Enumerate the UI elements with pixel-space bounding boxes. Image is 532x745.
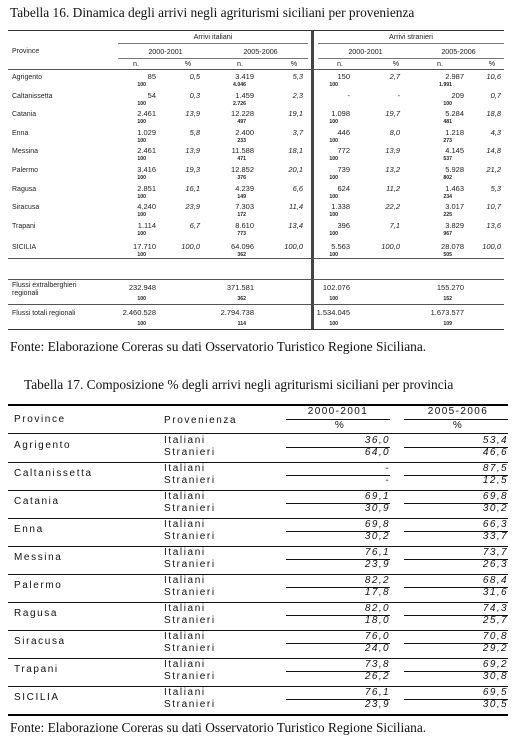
- table16-cell: 4.145: [445, 146, 464, 156]
- table16-cell: 1.459: [235, 90, 254, 100]
- table16-cell: -: [347, 90, 350, 100]
- table16-cell-index: 100: [137, 230, 146, 237]
- table17-cell-divider: [404, 699, 508, 700]
- table16-cell-index: 1.991: [439, 82, 452, 88]
- table16-group-stranieri-underline: [318, 43, 504, 44]
- table17-label-stranieri: Stranieri: [164, 559, 216, 570]
- table16-cell-index: 376: [237, 175, 246, 181]
- table16-cell-index: 100: [329, 252, 338, 259]
- table16-cell: 232.948: [128, 283, 156, 292]
- table16-cell: 6,7: [189, 220, 200, 230]
- table16-cell-index: 362: [237, 252, 246, 259]
- table17-cell-divider: [286, 643, 390, 644]
- table16-cell: 100,0: [181, 242, 200, 252]
- table16-cell: 17.710: [133, 242, 156, 252]
- table16-cell: 64.096: [231, 242, 254, 252]
- table17-province-header: Province: [14, 414, 66, 425]
- table16-cell: 2.794.738: [220, 308, 254, 317]
- table16-cell: 13,9: [185, 109, 200, 119]
- table17-cell: 82,0: [364, 603, 390, 614]
- table16-cell: 396: [337, 220, 350, 230]
- table16-cell: 3,7: [292, 127, 303, 137]
- table16-period-underline-str: [318, 58, 504, 59]
- table16-cell: 446: [337, 127, 350, 137]
- table16-cell-index: 100: [329, 193, 338, 200]
- table17-label-italiani: Italiani: [164, 659, 206, 670]
- table17-label-stranieri: Stranieri: [164, 447, 216, 458]
- table17-cell: 24,0: [364, 643, 390, 654]
- table16-cell: 102.076: [322, 283, 350, 292]
- table16-cell-index: 225: [443, 212, 452, 219]
- table16-cell: 7,1: [389, 220, 400, 230]
- table17-label-stranieri: Stranieri: [164, 503, 216, 514]
- table16-title: Tabella 16. Dinamica degli arrivi negli agriturismi siciliani per provenienza: [10, 5, 415, 20]
- table16-cell: 4,3: [490, 127, 501, 137]
- table16-cell-index: 100: [329, 321, 338, 327]
- table16-cell: 13,9: [185, 146, 200, 156]
- table16-cell: 10,7: [486, 202, 501, 212]
- table17-cell: 36,0: [364, 435, 390, 446]
- table16-cell-index: 100: [137, 252, 146, 259]
- table17-cell: 18,0: [364, 615, 390, 626]
- table16-cell: 5.284: [445, 109, 464, 119]
- table17-cell: 31,6: [482, 587, 508, 598]
- table16-cell-index: 149: [237, 193, 246, 200]
- table17-cell-divider: [286, 615, 390, 616]
- table16-cell: 6,6: [292, 183, 303, 193]
- table17-cell-divider: [286, 671, 390, 672]
- table17-label-stranieri: Stranieri: [164, 531, 216, 542]
- table16-province-name: Agrigento: [12, 74, 42, 81]
- table17-cell: 26,3: [482, 559, 508, 570]
- table16-cell-index: 100: [137, 100, 146, 107]
- table17-cell: 33,7: [482, 531, 508, 542]
- table16-cell-index: 497: [237, 119, 246, 126]
- table16-cell: 19,7: [385, 109, 400, 119]
- table16-cell-index: 100: [137, 137, 146, 144]
- table16-group-stranieri: Arrivi stranieri: [389, 32, 433, 41]
- table17-cell: -: [385, 463, 390, 474]
- table16-bottom-rule: [8, 329, 504, 330]
- table16-cell-index: 273: [443, 137, 452, 144]
- table16-cell: 2,3: [292, 90, 303, 100]
- table17-label-stranieri: Stranieri: [164, 475, 216, 486]
- table16-cell: 1.029: [137, 127, 156, 137]
- table17-label-italiani: Italiani: [164, 631, 206, 642]
- table16-cell-index: 4.046: [233, 82, 246, 88]
- table16-cell: 13,2: [385, 165, 400, 174]
- table16-cell: 18,1: [288, 146, 303, 156]
- table17-cell: 17,8: [364, 587, 390, 598]
- table17-cell-divider: [404, 643, 508, 644]
- table16-cell-index: 100: [137, 119, 146, 126]
- table16-cell: 371.581: [226, 283, 254, 292]
- table16-province-name: Catania: [12, 111, 37, 119]
- table16-cell: 100,0: [284, 242, 303, 252]
- table16-period-str-0001: 2000-2001: [348, 47, 383, 56]
- table16-source: Fonte: Elaborazione Coreras su dati Osservatorio Turistico Regione Siciliana.: [10, 339, 427, 354]
- table16-cell-index: 505: [443, 252, 452, 259]
- table16-cell: 5.928: [445, 165, 464, 174]
- table16-cell-index: 109: [443, 321, 452, 327]
- table17-cell: 66,3: [482, 519, 508, 530]
- table16-flussi-rule: [8, 279, 504, 280]
- table17-cell: 69,2: [482, 659, 508, 670]
- table16-cell: 11,2: [385, 183, 400, 193]
- table16-unit: n.: [437, 59, 443, 68]
- table16-cell: 13,6: [486, 220, 501, 230]
- table17-cell: 30,9: [364, 503, 390, 514]
- table16-province-name: Caltanissetta: [12, 92, 53, 100]
- table17-cell: 30,2: [364, 531, 390, 542]
- table16-cell: 12.852: [231, 165, 254, 174]
- table17-cell-divider: [286, 503, 390, 504]
- table17-header-rule: [8, 433, 508, 434]
- table17-cell-divider: [404, 559, 508, 560]
- table16-cell-index: 100: [329, 230, 338, 237]
- table17-province-name: Ragusa: [14, 608, 59, 619]
- table16-cell: 1.338: [331, 202, 350, 212]
- table16-cell: 2.851: [137, 183, 156, 193]
- table16-cell: 18,8: [486, 109, 501, 119]
- table16-period-str-0506: 2005-2006: [441, 47, 476, 56]
- table16-cell: 19,3: [185, 165, 200, 174]
- table17-cell: 53,4: [482, 435, 508, 446]
- table17-province-name: Agrigento: [14, 440, 72, 451]
- table16-cell: 85: [147, 72, 156, 81]
- table16-cell: 1.673.577: [430, 308, 464, 317]
- table16-cell: 3.017: [445, 202, 464, 212]
- table16-unit: n.: [133, 59, 139, 68]
- table17-provenienza-header: Provenienza: [164, 415, 238, 426]
- table16-cell: 16,1: [185, 183, 200, 193]
- table16-cell-index: 481: [443, 119, 452, 126]
- table16-cell-index: 234: [443, 193, 452, 200]
- table17-cell-divider: [404, 447, 508, 448]
- table17-cell-divider: [286, 559, 390, 560]
- table16-top-rule: [8, 30, 504, 31]
- table16-cell-index: 100: [329, 82, 338, 88]
- table16-cell: 7.303: [235, 202, 254, 212]
- table17-cell: 73,7: [482, 547, 508, 558]
- table16-cell-index: 802: [443, 175, 452, 181]
- table17-label-italiani: Italiani: [164, 575, 206, 586]
- table17-cell: 76,0: [364, 631, 390, 642]
- table17-cell: 30,8: [482, 671, 508, 682]
- table16-cell: 4.240: [137, 202, 156, 212]
- table16-cell: 5.563: [331, 242, 350, 252]
- table16-cell: 0,7: [490, 90, 501, 100]
- table17-cell: 26,2: [364, 671, 390, 682]
- table17-label-italiani: Italiani: [164, 519, 206, 530]
- table17-province-name: Palermo: [14, 580, 63, 591]
- table16-unit: %: [488, 59, 496, 68]
- table17-period-0506: 2005-2006: [427, 406, 489, 417]
- table17-bottom-rule: [8, 714, 508, 716]
- table17-cell: 76,1: [364, 547, 390, 558]
- table17-label-italiani: Italiani: [164, 435, 206, 446]
- table16-cell: 1.534.045: [316, 308, 350, 317]
- table16-cell: 155.270: [436, 283, 464, 292]
- table16-sicilia-rule: [8, 258, 504, 259]
- table17-cell-divider: [404, 587, 508, 588]
- table16-cell-index: 100: [137, 321, 146, 327]
- table16-cell-index: 100: [137, 175, 146, 181]
- table17-cell-divider: [286, 447, 390, 448]
- table17-province-name: Messina: [14, 552, 63, 563]
- table17-unit: %: [334, 420, 346, 431]
- table16-period-ita-0001: 2000-2001: [148, 47, 183, 56]
- table17-cell: 30,5: [482, 699, 508, 710]
- table17-cell: 25,7: [482, 615, 508, 626]
- table17-cell: -: [385, 475, 390, 486]
- table16-header-rule: [8, 69, 504, 70]
- table16-cell: 0,3: [189, 90, 200, 100]
- table16-cell: 2.461: [137, 109, 156, 119]
- table16-flussi-extra-label: Flussi extralberghieri: [12, 282, 77, 289]
- table17-cell: 30,2: [482, 503, 508, 514]
- table16-cell-index: 967: [443, 230, 452, 237]
- table16-cell: 21,2: [486, 165, 501, 174]
- table16-cell: 54: [147, 90, 156, 100]
- table17-province-name: Siracusa: [14, 636, 66, 647]
- table17-cell: 74,3: [482, 603, 508, 614]
- table17-label-stranieri: Stranieri: [164, 615, 216, 626]
- table16-cell: 2.987: [445, 72, 464, 81]
- table16-cell: 2.400: [235, 127, 254, 137]
- table17-cell: 69,8: [482, 491, 508, 502]
- table17-cell: 69,1: [364, 491, 390, 502]
- table16-cell: 2.461: [137, 146, 156, 156]
- table16-cell-index: 100: [137, 296, 146, 302]
- table16-cell: 11,4: [288, 202, 303, 212]
- table16-cell: 1.463: [445, 183, 464, 193]
- table17-cell: 64,0: [364, 447, 390, 458]
- table17-cell: 69,5: [482, 687, 508, 698]
- table16-cell: 19,1: [288, 109, 303, 119]
- table17-cell: 46,6: [482, 447, 508, 458]
- table17-cell-divider: [286, 531, 390, 532]
- table16-cell-index: 537: [443, 156, 452, 163]
- table16-cell: 4.239: [235, 183, 254, 193]
- table16-unit: n.: [337, 59, 343, 68]
- table16-cell: 20,1: [288, 165, 303, 174]
- table16-unit: %: [184, 59, 192, 68]
- table16-group-italiani-underline: [118, 43, 308, 44]
- table16-unit: %: [392, 59, 400, 68]
- table16-cell: 1.218: [445, 127, 464, 137]
- table17-province-name: Trapani: [14, 664, 59, 675]
- table16-cell-index: 100: [329, 156, 338, 163]
- table17-label-italiani: Italiani: [164, 687, 206, 698]
- table17-cell: 12,5: [482, 475, 508, 486]
- table17-province-name: SICILIA: [14, 692, 60, 703]
- table16-cell-index: 100: [329, 119, 338, 126]
- table16-cell: 2.460.528: [122, 308, 156, 317]
- table17-cell: 29,2: [482, 643, 508, 654]
- table17: [8, 404, 508, 716]
- table16-cell: 13,9: [385, 146, 400, 156]
- table16-province-name: Enna: [12, 129, 29, 137]
- table16-period-underline-ita: [118, 58, 308, 59]
- table16-cell: 3.419: [235, 72, 254, 81]
- table16-cell-index: 2.726: [233, 100, 246, 107]
- table16-cell: 11.588: [231, 146, 254, 156]
- table16-cell: 8.610: [235, 220, 254, 230]
- table16-province-name: Ragusa: [12, 185, 37, 193]
- table17-cell-divider: [404, 615, 508, 616]
- table16-cell-index: 233: [237, 137, 246, 144]
- table16-cell-index: 100: [443, 100, 452, 107]
- table16-flussi-totali-label: Flussi totali regionali: [12, 310, 76, 317]
- table16-province-name: Messina: [12, 148, 39, 156]
- table17-province-name: Catania: [14, 496, 60, 507]
- table17-province-name: Enna: [14, 524, 44, 535]
- table16-province-name: Trapani: [12, 222, 36, 230]
- table16-cell: 0,5: [189, 72, 200, 81]
- table17-cell-divider: [404, 531, 508, 532]
- table16-period-ita-0506: 2005-2006: [243, 47, 278, 56]
- table17-title: Tabella 17. Composizione % degli arrivi negli agriturismi siciliani per provincia: [24, 377, 454, 392]
- table16-cell: 100,0: [381, 242, 400, 252]
- table17-label-italiani: Italiani: [164, 547, 206, 558]
- table16-cell: 8,0: [389, 127, 400, 137]
- table17-cell: 23,9: [364, 699, 390, 710]
- table16-cell: 5,3: [490, 183, 501, 193]
- table16-cell: 150: [337, 72, 350, 81]
- table16-cell: 209: [451, 90, 464, 100]
- table16-unit: %: [290, 59, 298, 68]
- table17-cell-divider: [404, 671, 508, 672]
- table16-cell: 3.829: [445, 220, 464, 230]
- table17-label-italiani: Italiani: [164, 491, 206, 502]
- table17-province-name: Caltanissetta: [14, 468, 93, 479]
- table16-group-italiani: Arrivi italiani: [193, 32, 233, 41]
- table16-cell-index: 100: [329, 175, 338, 181]
- table17-cell: 70,8: [482, 631, 508, 642]
- table16-cell: 23,9: [185, 202, 200, 212]
- table16-cell: 12.228: [231, 109, 254, 119]
- table17-period-0001: 2000-2001: [307, 406, 369, 417]
- table16-cell: 22,2: [385, 202, 400, 212]
- table16-cell-index: 773: [237, 230, 246, 237]
- table16-cell-index: 100: [137, 193, 146, 200]
- table16-cell-index: 100: [329, 212, 338, 219]
- table16-cell: 28.078: [441, 242, 464, 252]
- table17-label-stranieri: Stranieri: [164, 671, 216, 682]
- table16-cell-index: 100: [137, 212, 146, 219]
- table16-cell: 739: [337, 165, 350, 174]
- table16-cell: 14,8: [486, 146, 501, 156]
- table16-cell-index: 362: [237, 296, 246, 302]
- table17-label-stranieri: Stranieri: [164, 643, 216, 654]
- table16-cell-index: 100: [137, 82, 146, 88]
- table16-cell: 3.416: [137, 165, 156, 174]
- table16-flussi-tot-rule: [8, 304, 504, 305]
- table16-cell-index: 471: [237, 156, 246, 163]
- table16-cell-index: 100: [329, 296, 338, 302]
- table16: [8, 30, 504, 330]
- table16-province-name: Palermo: [12, 167, 39, 174]
- table17-cell-divider: [404, 475, 508, 476]
- table17-label-italiani: Italiani: [164, 603, 206, 614]
- table16-cell-index: 114: [237, 321, 246, 327]
- table17-cell: 76,1: [364, 687, 390, 698]
- table16-province-name: SICILIA: [12, 244, 37, 252]
- table16-cell-index: 152: [443, 296, 452, 302]
- table17-cell: 69,8: [364, 519, 390, 530]
- table17-cell-divider: [404, 503, 508, 504]
- table17-cell: 87,5: [482, 463, 508, 474]
- table17-cell-divider: [286, 587, 390, 588]
- table17-source: Fonte: Elaborazione Coreras su dati Osservatorio Turistico Regione Siciliana.: [10, 720, 427, 735]
- table17-cell: 23,9: [364, 559, 390, 570]
- table16-flussi-extra-label2: regionali: [12, 290, 39, 297]
- table16-cell: 100,0: [482, 242, 501, 252]
- table16-cell: 2,7: [389, 72, 400, 81]
- table17-label-stranieri: Stranieri: [164, 587, 216, 598]
- table16-province-header: Province: [12, 48, 40, 55]
- table16-cell-index: 100: [137, 156, 146, 163]
- table16-unit: n.: [237, 59, 243, 68]
- table16-cell: 1.098: [331, 109, 350, 119]
- table16-cell: 624: [337, 183, 350, 193]
- table17-cell: 82,2: [364, 575, 390, 586]
- table16-cell: 5,3: [292, 72, 303, 81]
- table17-cell: 73,8: [364, 659, 390, 670]
- table17-label-stranieri: Stranieri: [164, 699, 216, 710]
- table16-cell: 5,8: [189, 127, 200, 137]
- table16-cell: 13,4: [288, 220, 303, 230]
- table16-cell: 10,6: [486, 72, 501, 81]
- table17-cell-divider: [286, 475, 390, 476]
- table16-cell-index: 172: [237, 212, 246, 219]
- table17-label-italiani: Italiani: [164, 463, 206, 474]
- table16-cell-index: 100: [329, 137, 338, 144]
- table16-province-name: Siracusa: [12, 204, 40, 212]
- table16-cell: 772: [337, 146, 350, 156]
- table16-cell: -: [397, 90, 400, 100]
- table17-cell-divider: [286, 699, 390, 700]
- table17-unit: %: [452, 420, 464, 431]
- table17-cell: 68,4: [482, 575, 508, 586]
- table16-cell: 1.114: [137, 220, 156, 230]
